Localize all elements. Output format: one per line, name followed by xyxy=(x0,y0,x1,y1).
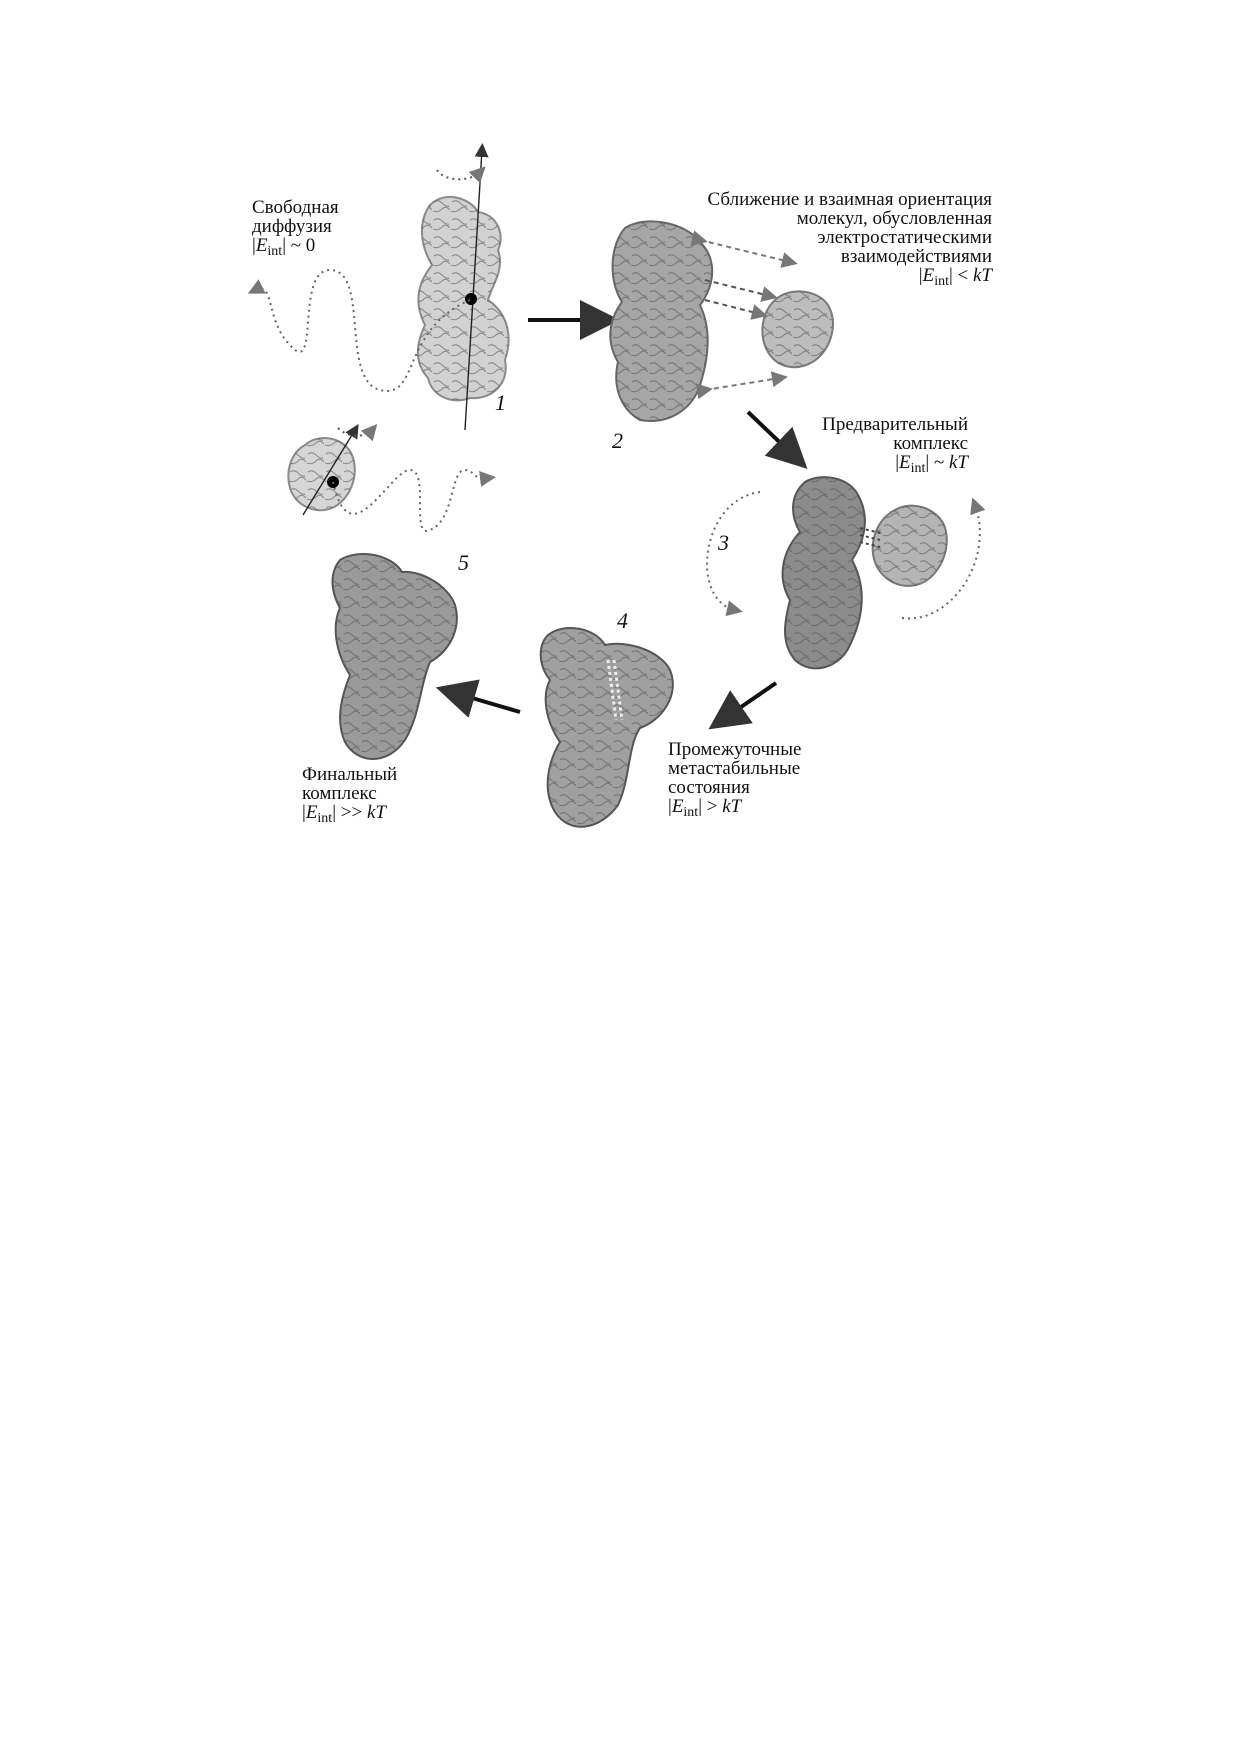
stage-2-protein-large xyxy=(610,221,712,421)
stage-2-protein-small xyxy=(762,291,833,367)
stage-5-free-molecule xyxy=(288,438,354,510)
transition-arrow-2-3 xyxy=(748,412,793,455)
stage-1-protein xyxy=(418,197,509,400)
stage-4-energy: $|E_{int}|$ > kT xyxy=(668,796,742,820)
stage-3-protein-large xyxy=(783,477,865,668)
stage-5-final-complex xyxy=(333,554,457,759)
stage-number-1: 1 xyxy=(495,390,506,415)
stage-3-energy: $|E_{int}|$ ~ kT xyxy=(895,452,968,476)
transition-arrow-3-4 xyxy=(725,683,776,718)
stage-2-energy: $|E_{int}|$ < kT xyxy=(918,265,992,289)
stage-3-protein-small xyxy=(873,506,947,586)
electrostatic-arrow-bottom xyxy=(705,378,780,390)
stage-2-caption: Сближение и взаимная ориентация молекул, обусловленная электростатическими взаимодействиями $|E_{int}|$ < kT xyxy=(707,189,992,289)
diffusion-trajectory-5 xyxy=(333,470,488,531)
stage-4-protein-complex xyxy=(541,628,673,827)
stage-1-caption: Свободная диффузия $|E_{int}|$ ~ 0 xyxy=(252,197,339,259)
stage-number-5: 5 xyxy=(458,550,469,575)
center-of-mass-1 xyxy=(465,293,477,305)
rotation-arrow-1 xyxy=(437,170,480,179)
stage-5-caption: Финальный комплекс $|E_{int}|$ >> kT xyxy=(302,764,398,826)
electrostatic-arrow-mid2 xyxy=(705,300,760,314)
rotation-arrow-5 xyxy=(338,428,372,436)
stage-4-caption: Промежуточные метастабильные состояния $|E_{int}|$ > kT xyxy=(668,739,802,820)
stage-3-caption: Предварительный комплекс $|E_{int}|$ ~ kT xyxy=(822,414,968,476)
stage-number-3: 3 xyxy=(718,530,729,555)
transition-arrow-4-5 xyxy=(455,693,520,712)
stage-number-2: 2 xyxy=(612,428,623,453)
stage-5-energy: $|E_{int}|$ >> kT xyxy=(302,802,386,826)
rotation-arrow-3-left xyxy=(707,492,760,610)
stage-number-4: 4 xyxy=(617,608,628,633)
stage-1-energy: $|E_{int}|$ ~ 0 xyxy=(252,235,316,259)
